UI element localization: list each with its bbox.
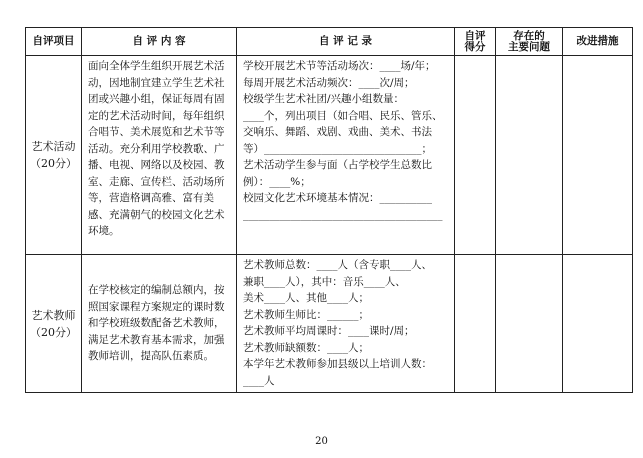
record-cell: 艺术教师总数：____人（含专职____人、 兼职____人），其中：音乐____人、 美术____人、其他____人； 艺术教师生师比：______； 艺术教师平均周课时：____课时/周； 艺术教师缺额数：____人； 本学年艺术教师参加县级以上培训人数： ____人	[237, 255, 455, 393]
content-cell: 面向全体学生组织开展艺术活动，因地制宜建立学生艺术社团或兴趣小组，保证每周有固定的艺术活动时间，每年组织合唱节、美术展览和艺术节等活动。充分利用学校教歌、广播、电视、网络以及校园、教室、走廊、宣传栏、活动场所等，营造格调高雅、富有美感、充满朝气的校园文化艺术环境。	[82, 56, 237, 255]
table-header-row	[26, 28, 633, 56]
measures-cell[interactable]	[563, 56, 633, 255]
header-improvement-measures: 改进措施	[563, 28, 633, 56]
problems-cell[interactable]	[496, 255, 563, 393]
table-row	[26, 56, 633, 255]
score-cell[interactable]	[455, 255, 496, 393]
item-name-cell: 艺术活动 （20分）	[26, 56, 82, 255]
header-self-eval-content: 自 评 内 容	[82, 28, 237, 56]
evaluation-table	[25, 27, 633, 393]
header-self-eval-item: 自评项目	[26, 28, 82, 56]
content-cell: 在学校核定的编制总额内，按照国家课程方案规定的课时数和学校班级数配备艺术教师，满足艺术教育基本需求，加强教师培训，提高队伍素质。	[82, 255, 237, 393]
header-main-problems: 存在的 主要问题	[496, 28, 563, 56]
header-self-eval-record: 自 评 记 录	[237, 28, 455, 56]
record-cell: 学校开展艺术节等活动场次：____场/年； 每周开展艺术活动频次：____次/周； 校级学生艺术社团/兴趣小组数量： ____个，列出项目（如合唱、民乐、管乐、 交响乐、舞蹈、戏剧、戏曲、美术、书法 等）______________________________； 艺术活动学生参与面（占学校学生总数比 例）：____%； 校园文化艺术环境基本情况：__________ ______________________________________	[237, 56, 455, 255]
score-cell[interactable]	[455, 56, 496, 255]
header-self-eval-score: 自评 得分	[455, 28, 496, 56]
item-name-cell: 艺术教师 （20分）	[26, 255, 82, 393]
measures-cell[interactable]	[563, 255, 633, 393]
problems-cell[interactable]	[496, 56, 563, 255]
page-number: 20	[315, 436, 328, 447]
table-row	[26, 255, 633, 393]
